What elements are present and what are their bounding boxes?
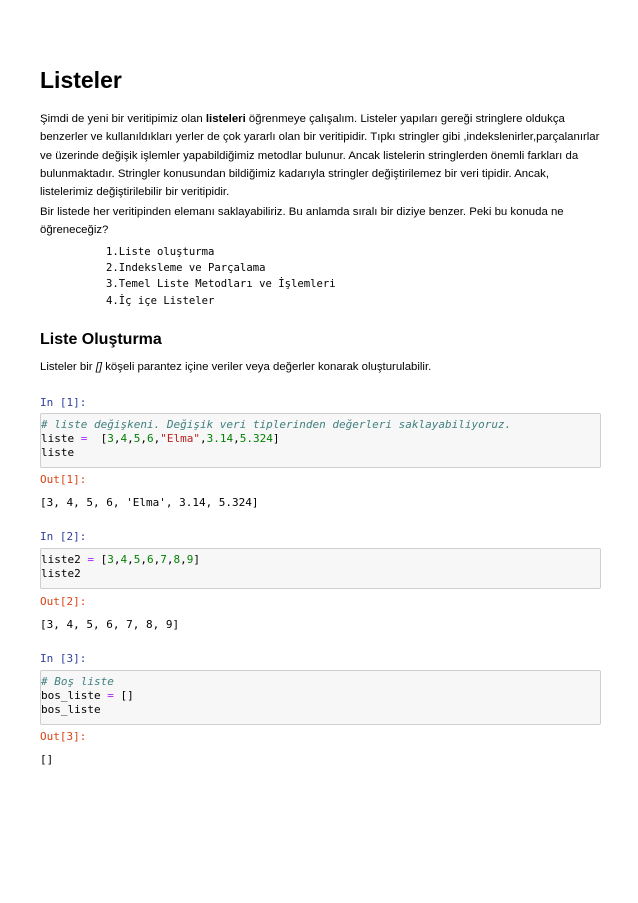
code-line: liste [41,446,75,459]
code-number: 4 [120,553,128,566]
code-operator: = [100,689,121,702]
code-number: 7 [160,553,167,566]
code-number: 3 [107,432,114,445]
output-prompt-2: Out[2]: [40,595,87,608]
code-number: 3.14 [206,432,234,445]
code-number: 6 [147,553,154,566]
topic-list-item: 4.İç içe Listeler [106,294,215,307]
topic-list-item: 3.Temel Liste Metodları ve İşlemleri [106,278,336,291]
output-prompt-1: Out[1]: [40,473,87,486]
code-line: bos_liste [41,703,101,716]
code-operator: = [74,432,94,445]
code-variable: bos_liste [41,689,101,702]
section-text-start: Listeler bir [40,361,96,373]
code-cell-1[interactable] [40,413,601,468]
input-prompt-3: In [3]: [40,652,87,665]
intro-bold-term: listeleri [205,113,246,125]
code-cell-2[interactable] [40,548,601,589]
code-number: 9 [186,553,194,566]
section-heading: Liste Oluşturma [40,331,162,348]
intro-text-rest: öğrenmeye çalışalım. Listeler yapıları gereği stringlere oldukça benzerler ve kullanıldıkları yerler de çok yararlı olan bir veritipidir. Tıpkı stringler gibi ,indekslenirler,parçalanırlar ve üzerinde değişik işlemler yapabildiğimiz metodlar bulunur. Ancak listelerin stringlerden önemli farkları da bulunmaktadır. Stringler konusundan bildiğimiz kadarıyla stringler değiştirilemez bir veri tipidir. Ancak, listelerimiz değiştirilebilir bir veritipidir. [40,113,600,199]
code-number: 8 [173,553,181,566]
input-prompt-1: In [1]: [40,396,87,409]
code-number: 6 [147,432,154,445]
code-number: 3 [107,553,114,566]
code-line: liste2 = [3,4,5,6,7,8,9] [41,553,200,566]
output-prompt-3: Out[3]: [40,730,87,743]
code-comment: # liste değişkeni. Değişik veri tiplerinden değerleri saklayabiliyoruz. [41,418,512,431]
code-line: liste2 [41,567,81,580]
cell-output-2: [3, 4, 5, 6, 7, 8, 9] [40,618,180,631]
intro-paragraph-2: Bir listede her veritipinden elemanı saklayabiliriz. Bu anlamda sıralı bir diziye benzer. Peki bu konuda ne öğreneceğiz? [40,206,564,237]
section-paragraph [40,358,603,376]
cell-output-3: [] [40,753,54,766]
intro-paragraph-1 [40,110,603,201]
code-number: 5 [133,553,141,566]
code-variable: liste2 [41,553,81,566]
code-line [41,675,600,689]
code-string: "Elma" [160,432,200,445]
section-brackets: [] [95,361,103,373]
code-cell-3[interactable] [40,670,601,725]
topic-list-item: 2.Indeksleme ve Parçalama [106,262,266,275]
code-comment: # Boş liste [41,675,114,688]
code-number: 5 [133,432,141,445]
code-variable: liste [41,432,75,445]
topic-list-item: 1.Liste oluşturma [106,246,215,258]
code-line [41,418,600,432]
code-number: 5.324 [239,432,273,445]
code-operator: = [80,553,101,566]
page-title: Listeler [40,67,122,93]
section-text-rest: köşeli parantez içine veriler veya değerler konarak oluşturulabilir. [102,361,432,373]
code-line [41,689,600,703]
cell-output-1: [3, 4, 5, 6, 'Elma', 3.14, 5.324] [40,496,259,509]
code-line: liste = [3,4,5,6,"Elma",3.14,5.324] [41,432,280,445]
code-number: 4 [120,432,128,445]
intro-text-start: Şimdi de yeni bir veritipimiz olan [40,113,206,125]
input-prompt-2: In [2]: [40,530,87,543]
topic-list [106,244,336,309]
code-empty-list: [] [120,689,134,702]
